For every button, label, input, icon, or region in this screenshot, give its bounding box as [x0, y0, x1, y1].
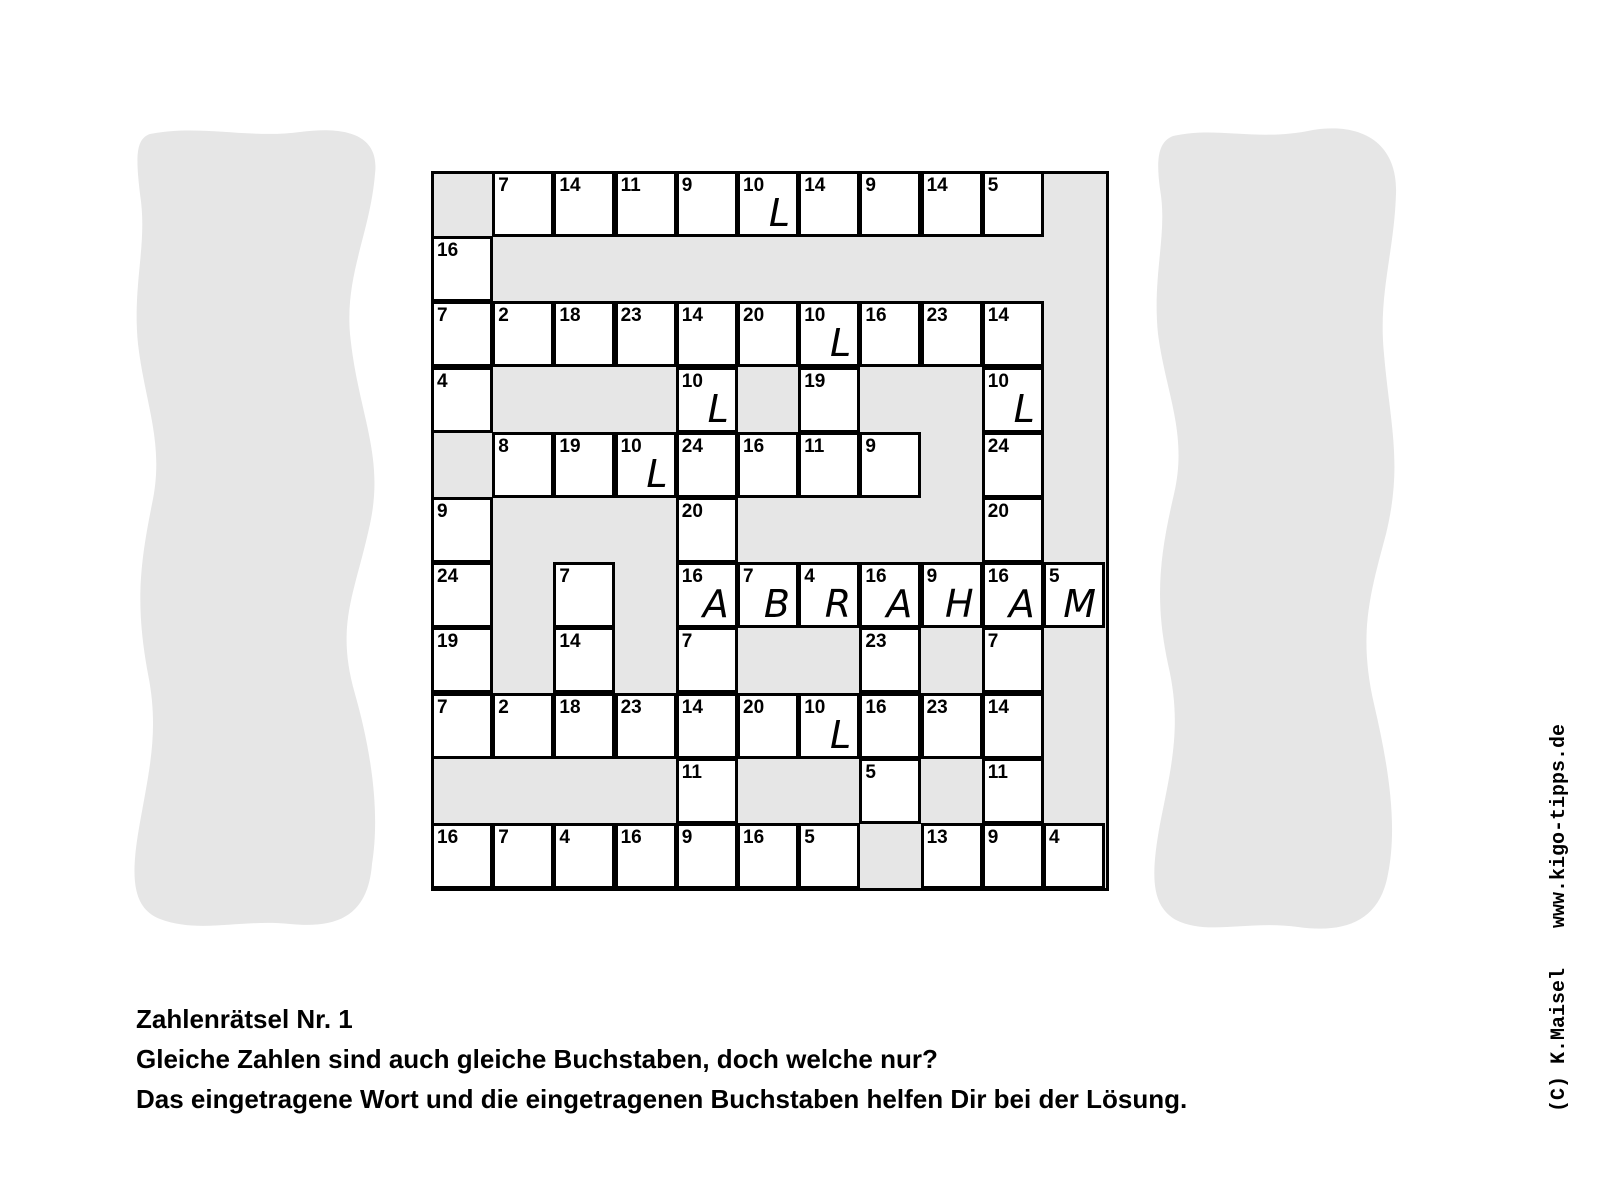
cell-number: 10 [804, 696, 826, 718]
puzzle-cell[interactable] [676, 301, 738, 367]
cell-number: 18 [559, 696, 581, 718]
cell-number: 10 [620, 435, 642, 457]
puzzle-cell[interactable] [431, 236, 493, 302]
cell-number: 7 [987, 631, 999, 653]
cell-number: 14 [987, 305, 1009, 327]
cell-number: 16 [865, 566, 887, 588]
cell-letter: L [768, 191, 790, 235]
puzzle-cell[interactable] [798, 562, 860, 628]
cell-number: 23 [865, 631, 887, 653]
puzzle-cell[interactable] [921, 562, 983, 628]
website-credit: www.kigo-tipps.de [1548, 723, 1571, 928]
cell-number: 7 [743, 566, 754, 588]
puzzle-cell[interactable] [921, 301, 983, 367]
puzzle-cell[interactable] [982, 171, 1044, 237]
cell-number: 4 [437, 370, 448, 392]
cell-number: 11 [804, 435, 825, 457]
puzzle-cell[interactable] [798, 432, 860, 498]
cell-number: 7 [559, 566, 570, 588]
cell-number: 10 [804, 305, 826, 327]
cell-number: 5 [987, 175, 999, 196]
cell-letter: B [763, 582, 790, 627]
puzzle-cell[interactable] [982, 758, 1044, 824]
decorative-shape-left [130, 124, 390, 936]
cell-number: 4 [559, 827, 570, 848]
puzzle-cell[interactable] [676, 823, 738, 889]
puzzle-cell[interactable] [676, 758, 738, 824]
cell-number: 19 [804, 370, 826, 392]
cell-number: 14 [559, 175, 581, 196]
puzzle-cell[interactable] [553, 627, 615, 693]
puzzle-cell[interactable] [859, 758, 921, 824]
cell-number: 7 [437, 696, 448, 718]
cell-number: 16 [865, 305, 887, 327]
cell-number: 14 [559, 631, 581, 653]
puzzle-cell[interactable] [737, 823, 799, 889]
puzzle-cell[interactable] [492, 432, 554, 498]
cell-number: 16 [987, 566, 1009, 588]
puzzle-cell[interactable] [798, 367, 860, 433]
puzzle-cell[interactable] [492, 301, 554, 367]
author-credit: (C) K.Maisel [1548, 967, 1571, 1112]
cell-number: 16 [437, 827, 459, 848]
puzzle-cell[interactable] [859, 562, 921, 628]
cell-number: 10 [987, 370, 1009, 392]
puzzle-cell[interactable] [982, 367, 1044, 433]
cell-number: 10 [681, 370, 703, 392]
puzzle-caption [136, 999, 1187, 1119]
puzzle-cell[interactable] [798, 301, 860, 367]
puzzle-cell[interactable] [676, 367, 738, 433]
cell-number: 10 [743, 175, 765, 196]
cell-number: 23 [620, 305, 642, 327]
cell-number: 9 [926, 566, 938, 588]
cell-number: 16 [681, 566, 703, 588]
puzzle-cell[interactable] [859, 171, 921, 237]
puzzle-cell[interactable] [798, 171, 860, 237]
puzzle-cell[interactable] [431, 562, 493, 628]
puzzle-cell[interactable] [859, 693, 921, 759]
cell-number: 7 [437, 305, 448, 327]
instruction-line-1: Gleiche Zahlen sind auch gleiche Buchstaben, doch welche nur? [136, 1044, 938, 1074]
cell-number: 11 [681, 761, 702, 783]
puzzle-cell[interactable] [676, 171, 738, 237]
cell-number: 5 [1049, 566, 1060, 588]
puzzle-cell[interactable] [798, 823, 860, 889]
cell-number: 20 [743, 696, 765, 718]
cell-number: 4 [804, 566, 815, 588]
cell-number: 7 [681, 631, 693, 653]
cell-letter: A [1008, 582, 1035, 627]
cell-number: 13 [926, 827, 948, 848]
cell-number: 14 [804, 175, 826, 196]
puzzle-cell[interactable] [553, 301, 615, 367]
cell-number: 20 [743, 305, 765, 327]
cell-number: 9 [681, 827, 693, 848]
cell-number: 19 [559, 435, 581, 457]
cell-number: 20 [987, 501, 1009, 522]
puzzle-cell[interactable] [859, 301, 921, 367]
cell-number: 16 [743, 435, 765, 457]
cell-number: 19 [437, 631, 459, 653]
puzzle-cell[interactable] [676, 562, 738, 628]
number-crossword-grid [431, 171, 1109, 891]
puzzle-cell[interactable] [676, 432, 738, 498]
cell-number: 11 [987, 761, 1008, 783]
puzzle-cell[interactable] [921, 823, 983, 889]
puzzle-cell[interactable] [431, 301, 493, 367]
puzzle-cell[interactable] [859, 432, 921, 498]
cell-number: 16 [620, 827, 642, 848]
cell-number: 14 [926, 175, 948, 196]
puzzle-cell[interactable] [737, 562, 799, 628]
cell-number: 2 [498, 696, 509, 718]
puzzle-cell[interactable] [982, 627, 1044, 693]
cell-letter: A [702, 582, 729, 627]
cell-number: 11 [620, 175, 641, 196]
decorative-shape-right [1148, 124, 1408, 936]
puzzle-cell[interactable] [553, 823, 615, 889]
cell-letter: L [646, 451, 668, 496]
cell-number: 9 [437, 501, 448, 522]
cell-number: 18 [559, 305, 581, 327]
puzzle-cell[interactable] [553, 171, 615, 237]
cell-number: 20 [681, 501, 703, 522]
puzzle-cell[interactable] [553, 432, 615, 498]
puzzle-cell[interactable] [431, 693, 493, 759]
puzzle-cell[interactable] [1043, 562, 1105, 628]
puzzle-cell[interactable] [737, 171, 799, 237]
cell-number: 24 [681, 435, 703, 457]
puzzle-cell[interactable] [615, 301, 677, 367]
cell-number: 7 [498, 175, 509, 196]
cell-number: 9 [865, 435, 876, 457]
puzzle-cell[interactable] [982, 301, 1044, 367]
puzzle-cell[interactable] [676, 497, 738, 563]
cell-number: 16 [437, 240, 459, 262]
cell-number: 23 [926, 305, 948, 327]
cell-number: 16 [865, 696, 887, 718]
cell-number: 5 [804, 827, 815, 848]
puzzle-cell[interactable] [492, 693, 554, 759]
puzzle-cell[interactable] [982, 497, 1044, 563]
puzzle-cell[interactable] [982, 432, 1044, 498]
puzzle-cell[interactable] [921, 171, 983, 237]
cell-number: 23 [620, 696, 642, 718]
puzzle-cell[interactable] [553, 562, 615, 628]
cell-number: 23 [926, 696, 948, 718]
puzzle-cell[interactable] [737, 432, 799, 498]
cell-number: 16 [743, 827, 765, 848]
puzzle-cell[interactable] [615, 823, 677, 889]
puzzle-cell[interactable] [553, 693, 615, 759]
puzzle-cell[interactable] [982, 693, 1044, 759]
puzzle-cell[interactable] [982, 823, 1044, 889]
puzzle-cell[interactable] [492, 823, 554, 889]
cell-number: 9 [987, 827, 999, 848]
instruction-line-2: Das eingetragene Wort und die eingetragenen Buchstaben helfen Dir bei der Lösung. [136, 1084, 1188, 1114]
puzzle-cell[interactable] [982, 562, 1044, 628]
cell-number: 9 [681, 175, 693, 196]
cell-letter: A [886, 582, 913, 627]
puzzle-cell[interactable] [859, 627, 921, 693]
puzzle-cell[interactable] [676, 693, 738, 759]
puzzle-cell[interactable] [431, 627, 493, 693]
cell-number: 2 [498, 305, 509, 327]
cell-letter: L [830, 321, 852, 366]
cell-letter: R [824, 582, 852, 627]
puzzle-cell[interactable] [615, 171, 677, 237]
puzzle-cell[interactable] [431, 497, 493, 563]
puzzle-cell[interactable] [1043, 823, 1105, 889]
puzzle-cell[interactable] [615, 693, 677, 759]
puzzle-cell[interactable] [676, 627, 738, 693]
cell-letter: L [707, 386, 729, 431]
puzzle-cell[interactable] [737, 301, 799, 367]
cell-number: 5 [865, 761, 876, 783]
cell-number: 7 [498, 827, 509, 848]
puzzle-cell[interactable] [737, 693, 799, 759]
cell-letter: H [945, 582, 974, 627]
cell-number: 14 [681, 696, 703, 718]
puzzle-title: Zahlenrätsel Nr. 1 [136, 1004, 353, 1034]
puzzle-cell[interactable] [615, 432, 677, 498]
cell-number: 9 [865, 175, 876, 196]
puzzle-cell[interactable] [431, 367, 493, 433]
cell-number: 24 [437, 566, 459, 588]
copyright-notice [1548, 724, 1571, 1112]
puzzle-cell[interactable] [431, 823, 493, 889]
cell-number: 14 [681, 305, 703, 327]
puzzle-cell[interactable] [798, 693, 860, 759]
cell-number: 14 [987, 696, 1009, 718]
puzzle-cell[interactable] [921, 693, 983, 759]
cell-letter: L [830, 712, 852, 757]
cell-number: 8 [498, 435, 509, 457]
cell-number: 4 [1049, 827, 1060, 848]
puzzle-cell[interactable] [492, 171, 554, 237]
cell-letter: M [1063, 582, 1096, 627]
cell-letter: L [1013, 386, 1035, 431]
cell-number: 24 [987, 435, 1009, 457]
